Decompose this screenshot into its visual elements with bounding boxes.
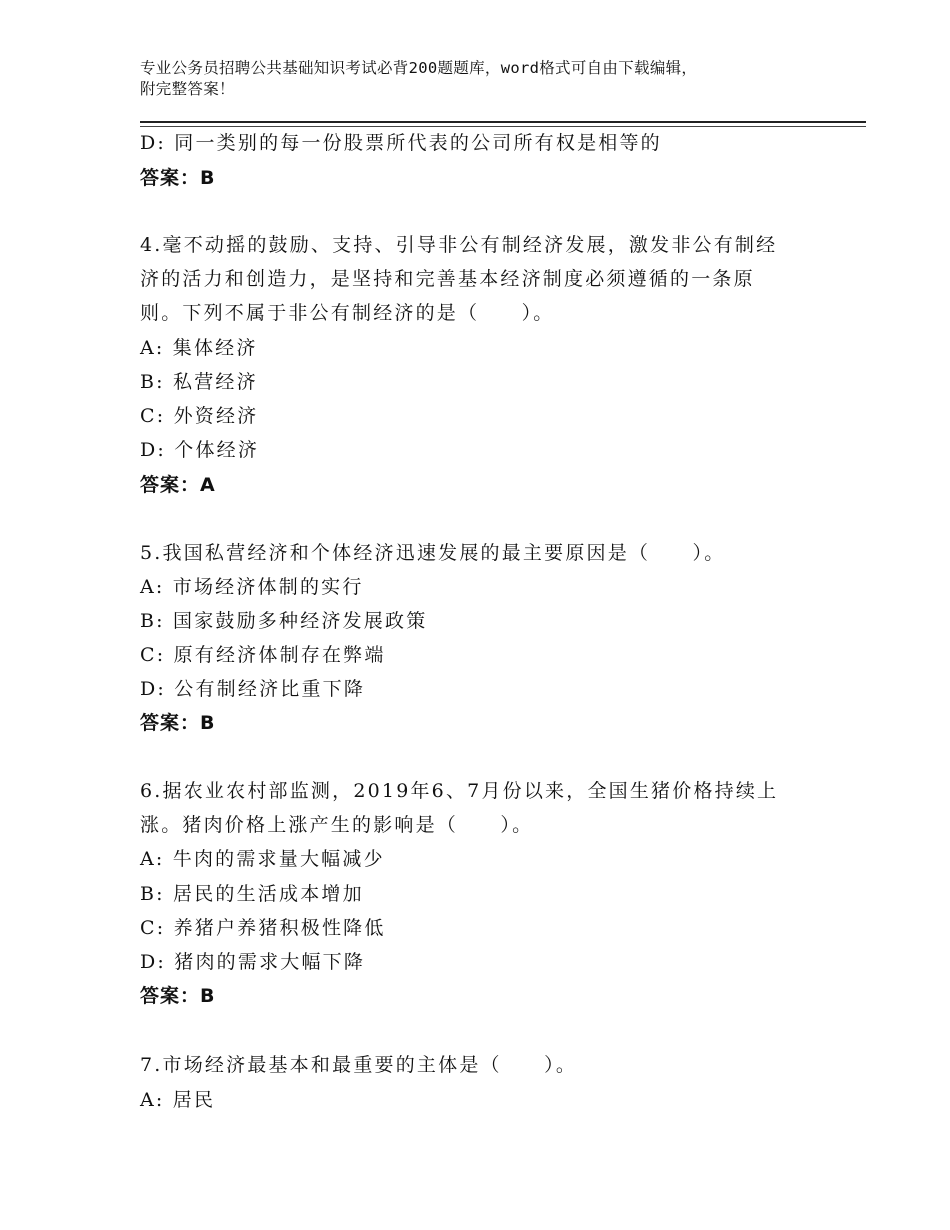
q4-option-d: D: 个体经济 [140,439,260,461]
q5-option-d: D: 公有制经济比重下降 [140,678,366,700]
q6-option-a: A: 牛肉的需求量大幅减少 [140,848,385,870]
header-line-1: 专业公务员招聘公共基础知识考试必背200题题库，word格式可自由下载编辑， [140,59,698,77]
q5-text-line-1: 5.我国私营经济和个体经济迅速发展的最主要原因是（ ）。 [140,542,726,564]
q6-text-line-2: 涨。猪肉价格上涨产生的影响是（ ）。 [140,814,534,836]
page-header [140,58,830,100]
q5-option-b: B: 国家鼓励多种经济发展政策 [140,610,428,632]
q5-option-c: C: 原有经济体制存在弊端 [140,644,386,666]
q4-option-c: C: 外资经济 [140,405,259,427]
q6-option-c: C: 养猪户养猪积极性降低 [140,917,386,939]
header-rule-thin [140,126,866,127]
q5-option-a: A: 市场经济体制的实行 [140,576,364,598]
q5-answer: 答案：B [140,712,216,734]
q7-text-line-1: 7.市场经济最基本和最重要的主体是（ ）。 [140,1054,578,1076]
prev-option-d: D: 同一类别的每一份股票所代表的公司所有权是相等的 [140,132,662,154]
prev-answer: 答案：B [140,167,216,189]
header-rule-thick [140,121,866,123]
q6-option-b: B: 居民的生活成本增加 [140,883,364,905]
q7-option-a: A: 居民 [140,1089,216,1111]
q4-option-a: A: 集体经济 [140,337,258,359]
q4-text-line-1: 4.毫不动摇的鼓励、支持、引导非公有制经济发展，激发非公有制经 [140,234,778,256]
q6-answer: 答案：B [140,985,216,1007]
q4-text-line-3: 则。下列不属于非公有制经济的是（ ）。 [140,302,555,324]
q6-option-d: D: 猪肉的需求大幅下降 [140,951,366,973]
q4-answer: 答案：A [140,474,216,496]
q6-text-line-1: 6.据农业农村部监测，2019年6、7月份以来，全国生猪价格持续上 [140,780,779,802]
q4-text-line-2: 济的活力和创造力，是坚持和完善基本经济制度必须遵循的一条原 [140,268,755,290]
q4-option-b: B: 私营经济 [140,371,258,393]
header-line-2: 附完整答案！ [140,80,235,98]
